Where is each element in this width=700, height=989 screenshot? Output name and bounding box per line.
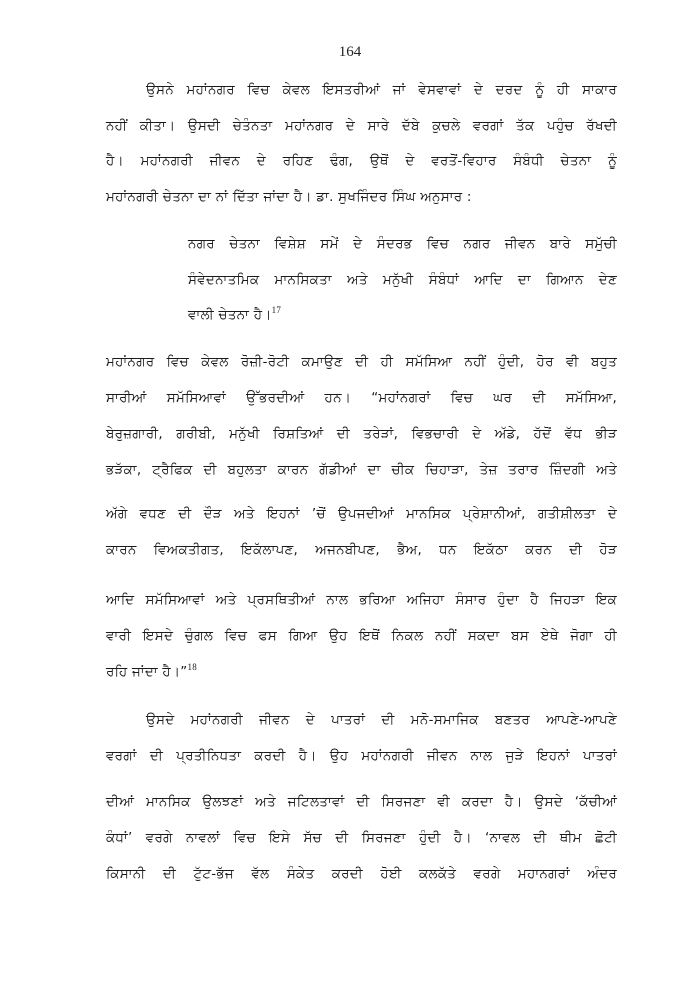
text-line: ਬੇਰੁਜ਼ਗਾਰੀ, ਗਰੀਬੀ, ਮਨੁੱਖੀ ਰਿਸ਼ਤਿਆਂ ਦੀ ਤਰੇੜਾਂ, ਵਿਭਚਾਰੀ ਦੇ ਅੱਡੇ, ਹੱਦੋਂ ਵੱਧ ਭੀੜ: [106, 427, 617, 442]
text-line: ਭੜੱਕਾ, ਟ੍ਰੈਫਿਕ ਦੀ ਬਹੁਲਤਾ ਕਾਰਨ ਗੱਡੀਆਂ ਦਾ ਚੀਕ ਚਿਹਾੜਾ, ਤੇਜ਼ ਤਰਾਰ ਜ਼ਿੰਦਗੀ ਅਤੇ: [106, 463, 617, 478]
footnote-ref-18: 18: [187, 662, 198, 672]
quote-line: ਨਗਰ ਚੇਤਨਾ ਵਿਸ਼ੇਸ਼ ਸਮੇਂ ਦੇ ਸੰਦਰਭ ਵਿਚ ਨਗਰ ਜੀਵਨ ਬਾਰੇ ਸਮੁੱਚੀ: [188, 237, 617, 252]
page-number: 164: [338, 44, 362, 60]
text-line: ਸਾਰੀਆਂ ਸਮੱਸਿਆਵਾਂ ਉੱਭਰਦੀਆਂ ਹਨ। “ਮਹਾਂਨਗਰਾਂ ਵਿਚ ਘਰ ਦੀ ਸਮੱਸਿਆ,: [106, 391, 617, 406]
text-line: ਆਦਿ ਸਮੱਸਿਆਵਾਂ ਅਤੇ ਪ੍ਰਸਥਿਤੀਆਂ ਨਾਲ ਭਰਿਆ ਅਜਿਹਾ ਸੰਸਾਰ ਹੁੰਦਾ ਹੈ ਜਿਹੜਾ ਇਕ: [106, 593, 617, 608]
text-line: ਕੰਧਾਂ’ ਵਰਗੇ ਨਾਵਲਾਂ ਵਿਚ ਇਸੇ ਸੱਚ ਦੀ ਸਿਰਜਣਾ ਹੁੰਦੀ ਹੈ। ‘ਨਾਵਲ ਦੀ ਥੀਮ ਛੋਟੀ: [106, 831, 617, 846]
text-line: ਅੱਗੇ ਵਧਣ ਦੀ ਦੌੜ ਅਤੇ ਇਹਨਾਂ ’ਚੋਂ ਉਪਜਦੀਆਂ ਮਾਨਸਿਕ ਪ੍ਰੇਸ਼ਾਨੀਆਂ, ਗਤੀਸ਼ੀਲਤਾ ਦੇ: [106, 507, 617, 522]
quote-text: ਵਾਲੀ ਚੇਤਨਾ ਹੈ।: [188, 308, 272, 323]
quote-line: ਸੰਵੇਦਨਾਤਮਿਕ ਮਾਨਸਿਕਤਾ ਅਤੇ ਮਨੁੱਖੀ ਸੰਬੰਧਾਂ ਆਦਿ ਦਾ ਗਿਆਨ ਦੇਣ: [188, 273, 617, 288]
text-line: [106, 663, 617, 683]
closing-text: ਰਹਿ ਜਾਂਦਾ ਹੈ।”: [106, 665, 188, 680]
text-line: ਮਹਾਂਨਗਰੀ ਚੇਤਨਾ ਦਾ ਨਾਂ ਦਿੱਤਾ ਜਾਂਦਾ ਹੈ। ਡਾ. ਸੁਖਜਿੰਦਰ ਸਿੰਘ ਅਨੁਸਾਰ :: [106, 190, 472, 205]
text-line: ਕਿਸਾਨੀ ਦੀ ਟੁੱਟ-ਭੱਜ ਵੱਲ ਸੰਕੇਤ ਕਰਦੀ ਹੋਈ ਕਲਕੱਤੇ ਵਰਗੇ ਮਹਾਨਗਰਾਂ ਅੰਦਰ: [106, 867, 617, 882]
text-line: ਉਸਦੇ ਮਹਾਂਨਗਰੀ ਜੀਵਨ ਦੇ ਪਾਤਰਾਂ ਦੀ ਮਨੋ-ਸਮਾਜਿਕ ਬਣਤਰ ਆਪਣੇ-ਆਪਣੇ: [146, 713, 617, 728]
text-line: ਦੀਆਂ ਮਾਨਸਿਕ ਉਲਝਣਾਂ ਅਤੇ ਜਟਿਲਤਾਵਾਂ ਦੀ ਸਿਰਜਣਾ ਵੀ ਕਰਦਾ ਹੈ। ਉਸਦੇ ‘ਕੱਚੀਆਂ: [106, 795, 617, 810]
text-line: ਕਾਰਨ ਵਿਅਕਤੀਗਤ, ਇਕੱਲਾਪਣ, ਅਜਨਬੀਪਣ, ਭੈਅ, ਧਨ ਇਕੱਠਾ ਕਰਨ ਦੀ ਹੋੜ: [106, 543, 617, 558]
text-line: ਹੈ। ਮਹਾਂਨਗਰੀ ਜੀਵਨ ਦੇ ਰਹਿਣ ਢੰਗ, ਉਥੋਂ ਦੇ ਵਰਤੋਂ-ਵਿਹਾਰ ਸੰਬੰਧੀ ਚੇਤਨਾ ਨੂੰ: [106, 154, 617, 169]
text-line: ਉਸਨੇ ਮਹਾਂਨਗਰ ਵਿਚ ਕੇਵਲ ਇਸਤਰੀਆਂ ਜਾਂ ਵੇਸਵਾਵਾਂ ਦੇ ਦਰਦ ਨੂੰ ਹੀ ਸਾਕਾਰ: [146, 83, 617, 98]
text-line: ਵਾਰੀ ਇਸਦੇ ਚੁੰਗਲ ਵਿਚ ਫਸ ਗਿਆ ਉਹ ਇਥੋਂ ਨਿਕਲ ਨਹੀਂ ਸਕਦਾ ਬਸ ਏਥੇ ਜੋਗਾ ਹੀ: [106, 629, 617, 644]
text-line: ਮਹਾਂਨਗਰ ਵਿਚ ਕੇਵਲ ਰੋਜ਼ੀ-ਰੋਟੀ ਕਮਾਉਣ ਦੀ ਹੀ ਸਮੱਸਿਆ ਨਹੀਂ ਹੁੰਦੀ, ਹੋਰ ਵੀ ਬਹੁਤ: [106, 355, 617, 370]
text-line: ਨਹੀਂ ਕੀਤਾ। ਉਸਦੀ ਚੇਤੰਨਤਾ ਮਹਾਂਨਗਰ ਦੇ ਸਾਰੇ ਦੱਬੇ ਕੁਚਲੇ ਵਰਗਾਂ ਤੱਕ ਪਹੁੰਚ ਰੱਖਦੀ: [106, 119, 617, 134]
footnote-ref-17: 17: [271, 305, 282, 315]
text-line: ਵਰਗਾਂ ਦੀ ਪ੍ਰਤੀਨਿਧਤਾ ਕਰਦੀ ਹੈ। ਉਹ ਮਹਾਂਨਗਰੀ ਜੀਵਨ ਨਾਲ ਜੁੜੇ ਇਹਨਾਂ ਪਾਤਰਾਂ: [106, 749, 617, 764]
quote-line: [188, 306, 617, 326]
